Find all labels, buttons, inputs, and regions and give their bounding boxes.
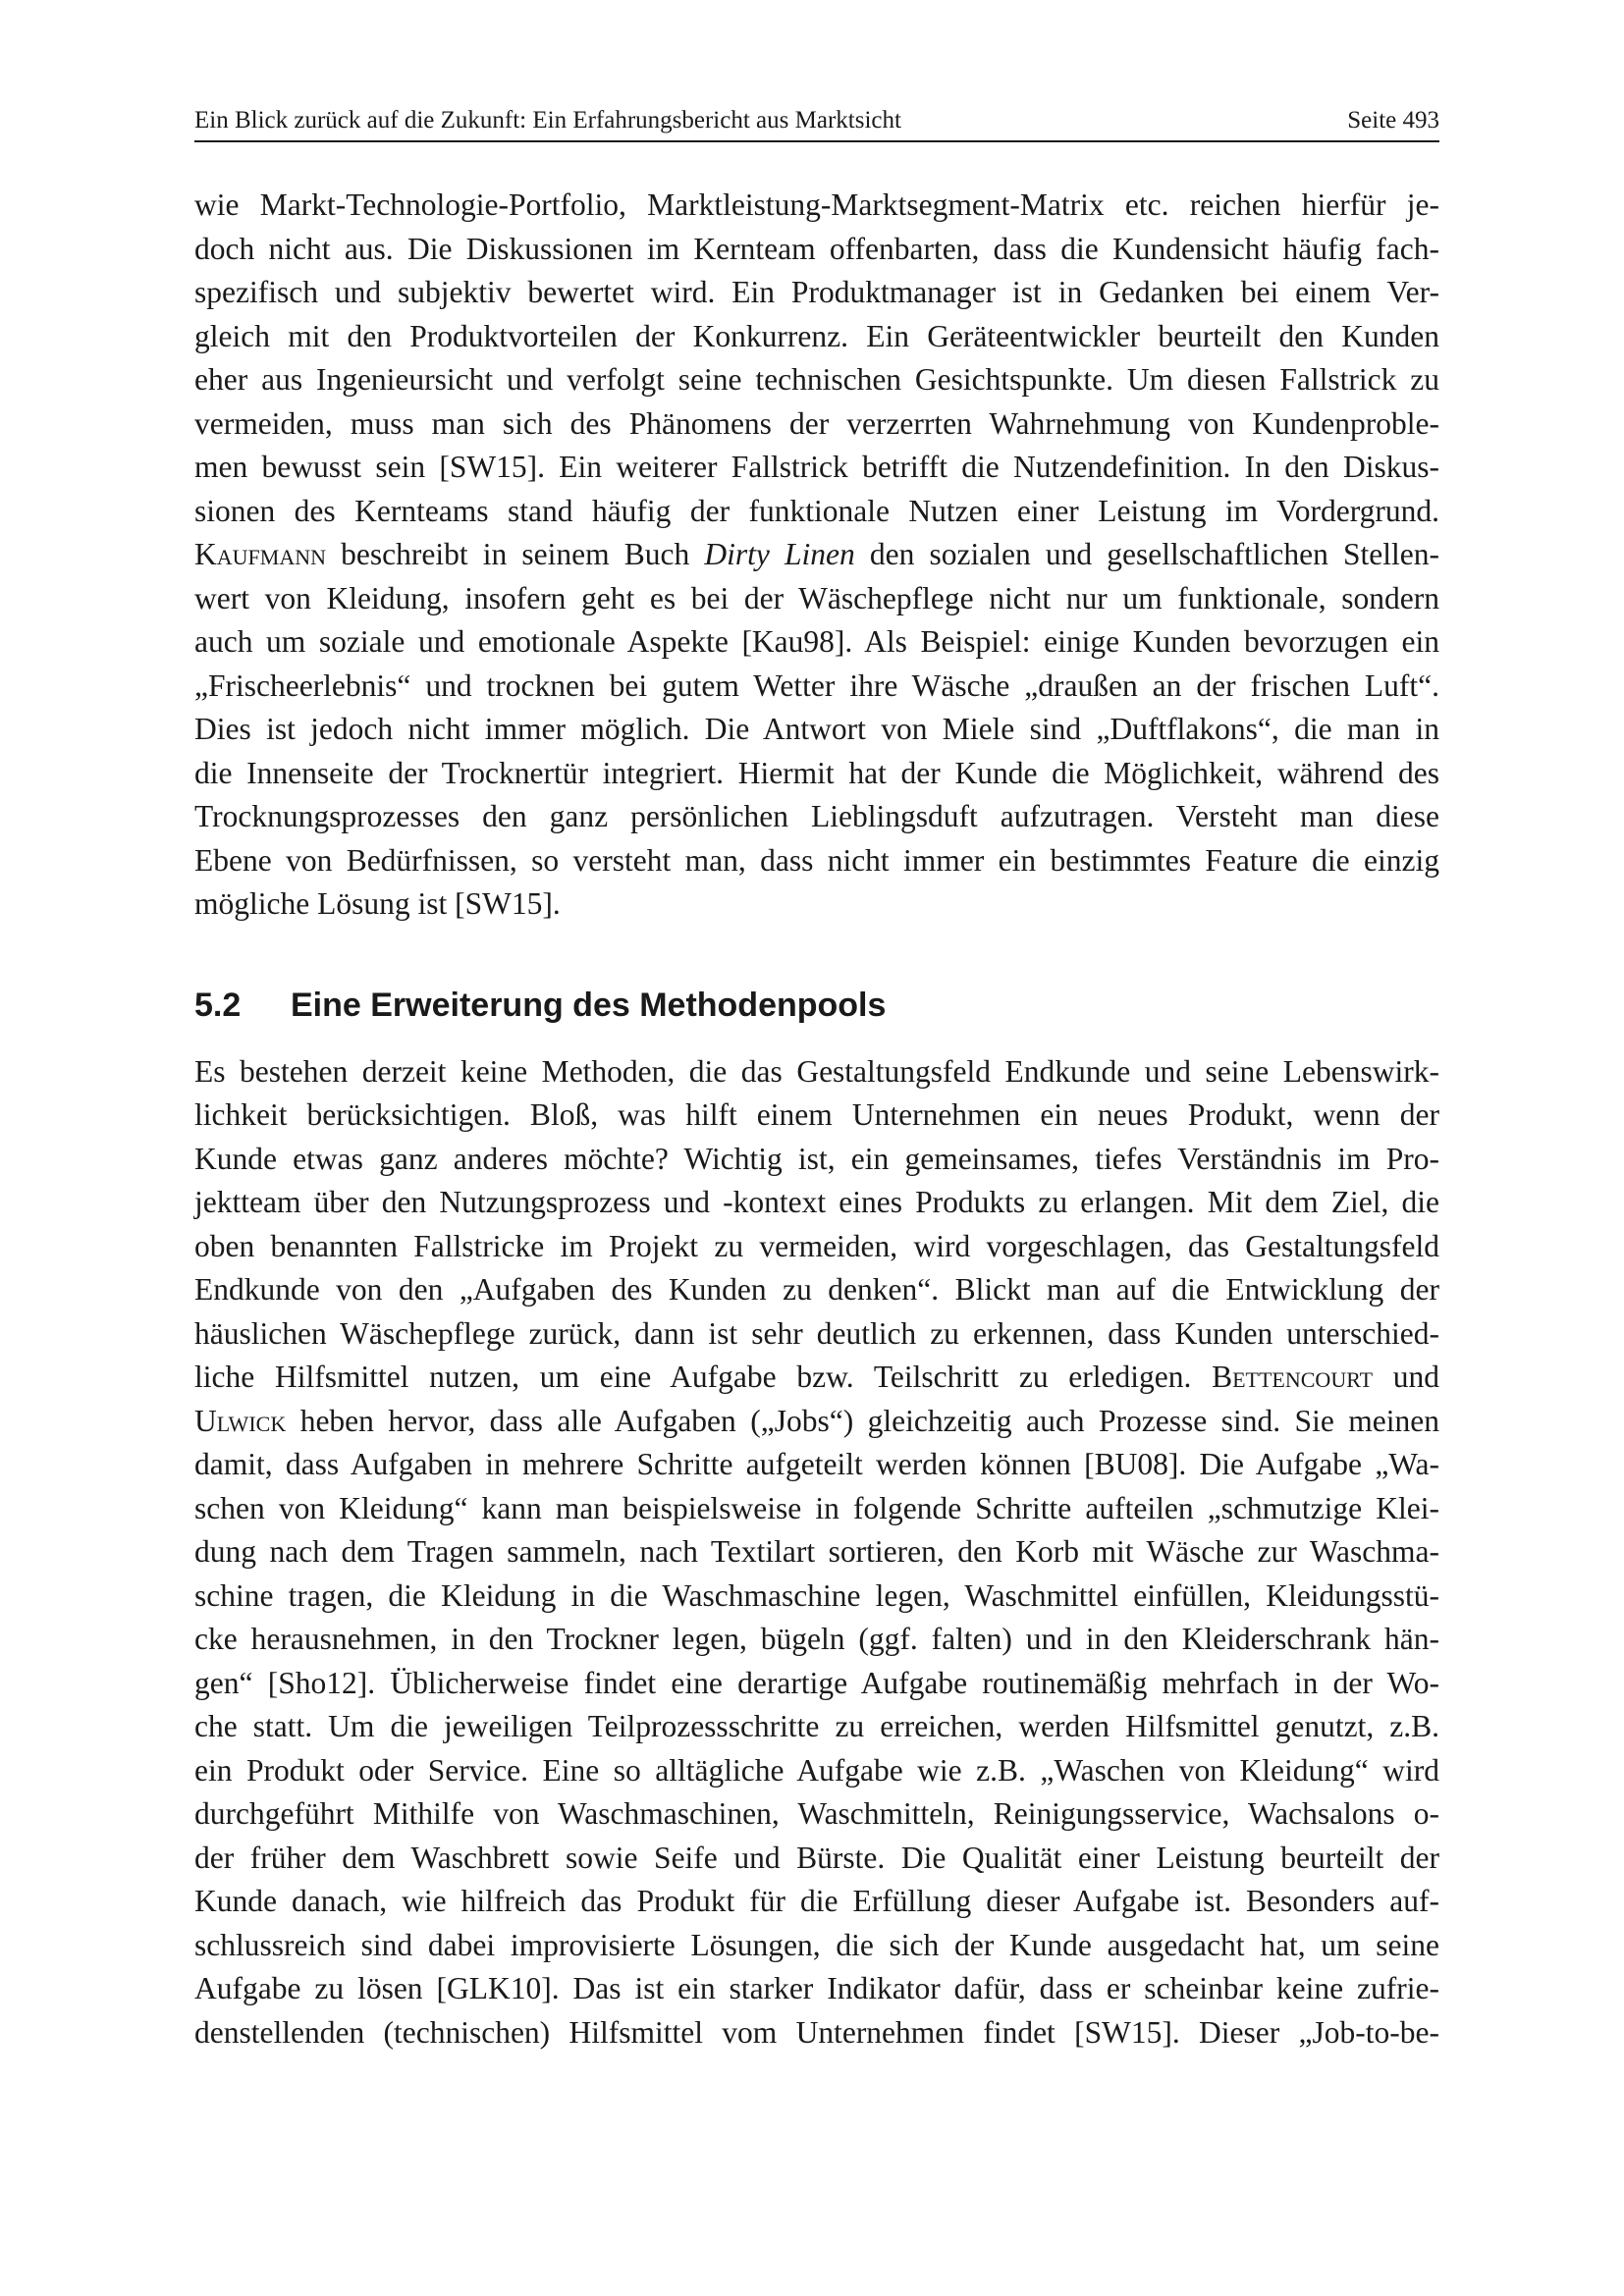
text-segment: heben hervor, dass alle Aufgaben („Jobs“) gleichzeitig auch Prozesse sind. Sie meinen [286,1403,1439,1438]
text-segment: beschreibt in seinem Buch [325,537,705,571]
text-line: Trocknungsprozesses den ganz persönlichen Lieblingsduft aufzutragen. Versteht man diese [194,799,1439,833]
text-line: jektteam über den Nutzungsprozess und -kontext eines Produkts zu erlangen. Mit dem Ziel, die [194,1185,1439,1219]
text-line: sionen des Kernteams stand häufig der funktionale Nutzen einer Leistung im Vordergrund. [194,493,1439,528]
text-line: häuslichen Wäschepflege zurück, dann ist sehr deutlich zu erkennen, dass Kunden unterschied- [194,1315,1439,1351]
text-line: vermeiden, muss man sich des Phänomens der verzerrten Wahrnehmung von Kundenproble- [194,405,1439,441]
text-line [194,533,1439,577]
header-title: Ein Blick zurück auf die Zukunft: Ein Erfahrungsbericht aus Marktsicht [194,107,901,133]
text-line: damit, dass Aufgaben in mehrere Schritte aufgeteilt werden können [BU08]. Die Aufgabe „Wa- [194,1447,1439,1481]
paragraph-1 [194,184,1439,927]
paragraph-2 [194,1050,1439,2056]
text-line: Dies ist jedoch nicht immer möglich. Die Antwort von Miele sind „Duftflakons“, die man in [194,712,1439,746]
author-name: Kaufmann [194,537,326,571]
text-line: die Innenseite der Trocknertür integriert. Hiermit hat der Kunde die Möglichkeit, während des [194,755,1439,790]
text-line: auch um soziale und emotionale Aspekte [Kau98]. Als Beispiel: einige Kunden bevorzugen ein [194,624,1439,659]
document-page [194,106,1439,2055]
author-name: Bettencourt [1212,1360,1374,1394]
text-line: durchgeführt Mithilfe von Waschmaschinen, Waschmitteln, Reinigungsservice, Wachsalons o- [194,1796,1439,1831]
text-line: doch nicht aus. Die Diskussionen im Kernteam offenbarten, dass die Kundensicht häufig fach- [194,231,1439,266]
text-line: „Frischeerlebnis“ und trocknen bei gutem Wetter ihre Wäsche „draußen an der frischen Luft“. [194,667,1439,703]
text-line: Kunde etwas ganz anderes möchte? Wichtig ist, ein gemeinsames, tiefes Verständnis im Pro- [194,1141,1439,1176]
text-line [194,1400,1439,1444]
text-line: schine tragen, die Kleidung in die Waschmaschine legen, Waschmittel einfüllen, Kleidungsstü- [194,1577,1439,1613]
text-line: eher aus Ingenieursicht und verfolgt seine technischen Gesichtspunkte. Um diesen Fallstrick zu [194,362,1439,397]
text-line: Aufgabe zu lösen [GLK10]. Das ist ein starker Indikator dafür, dass er scheinbar keine zufrie- [194,1971,1439,2005]
text-line: spezifisch und subjektiv bewertet wird. Ein Produktmanager ist in Gedanken bei einem Ver- [194,275,1439,309]
text-line: schlussreich sind dabei improvisierte Lösungen, die sich der Kunde ausgedacht hat, um seine [194,1927,1439,1962]
text-line: mögliche Lösung ist [SW15]. [194,886,561,921]
text-line: men bewusst sein [SW15]. Ein weiterer Fallstrick betrifft die Nutzendefinition. In den Diskus- [194,450,1439,484]
text-line: dung nach dem Tragen sammeln, nach Textilart sortieren, den Korb mit Wäsche zur Waschma- [194,1534,1439,1569]
text-line: cke herausnehmen, in den Trockner legen, bügeln (ggf. falten) und in den Kleiderschrank hän- [194,1622,1439,1656]
running-header [194,106,1439,142]
text-line: der früher dem Waschbrett sowie Seife und Bürste. Die Qualität einer Leistung beurteilt der [194,1840,1439,1875]
text-line: gen“ [Sho12]. Üblicherweise findet eine derartige Aufgabe routinemäßig mehrfach in der Wo- [194,1665,1439,1700]
text-line: Endkunde von den „Aufgaben des Kunden zu denken“. Blickt man auf die Entwicklung der [194,1272,1439,1307]
text-line: Es bestehen derzeit keine Methoden, die das Gestaltungsfeld Endkunde und seine Lebenswirk- [194,1053,1439,1089]
section-heading [194,984,1439,1027]
text-line: schen von Kleidung“ kann man beispielsweise in folgende Schritte aufteilen „schmutzige Klei- [194,1490,1439,1525]
text-line: ein Produkt oder Service. Eine so alltägliche Aufgabe wie z.B. „Waschen von Kleidung“ wird [194,1752,1439,1788]
text-segment: liche Hilfsmittel nutzen, um eine Aufgabe bzw. Teilschritt zu erledigen. [194,1360,1213,1394]
book-title: Dirty Linen [704,537,855,571]
page-number: Seite 493 [1347,107,1439,133]
text-line: Kunde danach, wie hilfreich das Produkt für die Erfüllung dieser Aufgabe ist. Besonders auf- [194,1884,1439,1918]
author-name: Ulwick [194,1403,287,1438]
text-line: lichkeit berücksichtigen. Bloß, was hilft einem Unternehmen ein neues Produkt, wenn der [194,1097,1439,1132]
section-title: Eine Erweiterung des Methodenpools [291,986,887,1024]
text-line: wert von Kleidung, insofern geht es bei der Wäschepflege nicht nur um funktionale, sondern [194,580,1439,615]
text-line: Ebene von Bedürfnissen, so versteht man, dass nicht immer ein bestimmtes Feature die einzig [194,842,1439,878]
text-line: denstellenden (technischen) Hilfsmittel vom Unternehmen findet [SW15]. Dieser „Job-to-be- [194,2014,1439,2050]
text-line: gleich mit den Produktvorteilen der Konkurrenz. Ein Geräteentwickler beurteilt den Kunden [194,318,1439,353]
text-segment: den sozialen und gesellschaftlichen Stellen- [854,537,1439,571]
text-line [194,1356,1439,1400]
text-line: che statt. Um die jeweiligen Teilprozessschritte zu erreichen, werden Hilfsmittel genutzt, z.B. [194,1709,1439,1743]
text-segment: und [1373,1360,1439,1394]
section-number: 5.2 [194,986,242,1024]
text-line: oben benannten Fallstricke im Projekt zu vermeiden, wird vorgeschlagen, das Gestaltungsfeld [194,1228,1439,1263]
text-line: wie Markt-Technologie-Portfolio, Marktleistung-Marktsegment-Matrix etc. reichen hierfür je- [194,187,1439,222]
